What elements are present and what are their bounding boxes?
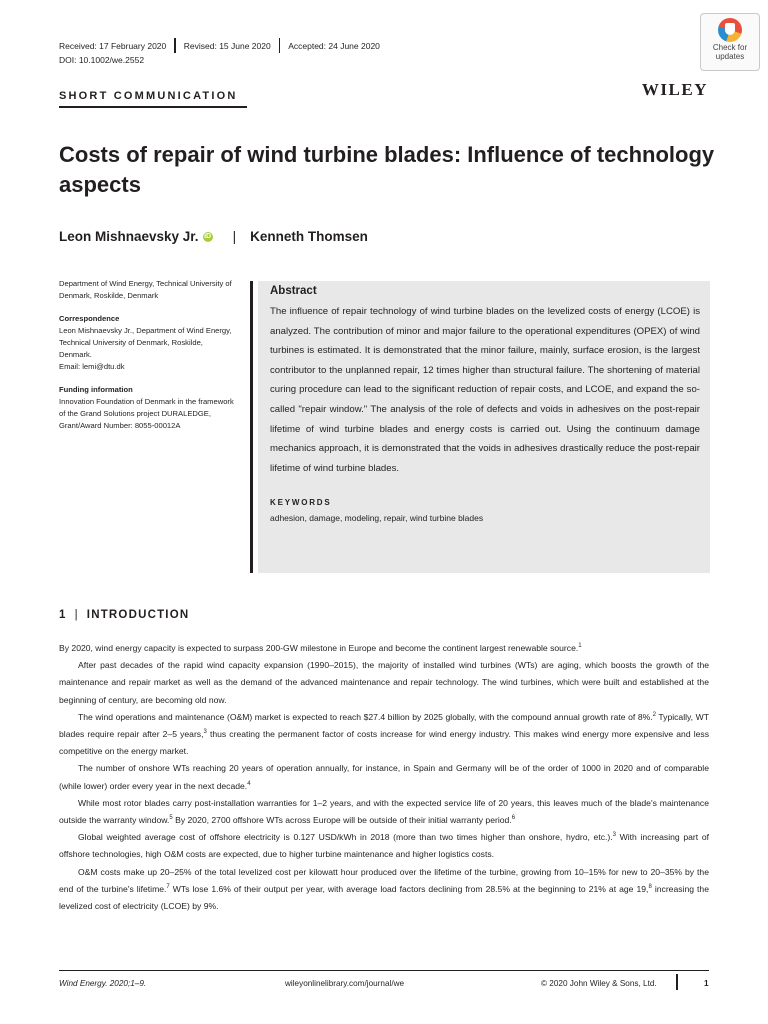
citation-ref[interactable]: 3	[612, 832, 616, 839]
doi[interactable]: DOI: 10.1002/we.2552	[59, 55, 145, 65]
funding-text: Innovation Foundation of Denmark in the framework of the Grand Solutions project DURALEDGE, Grant/Award Number: 8055-00012A	[59, 397, 234, 430]
footer-separator	[676, 974, 678, 990]
citation-ref[interactable]: 2	[652, 711, 656, 718]
article-dates	[59, 38, 380, 53]
accepted-date: Accepted: 24 June 2020	[288, 40, 380, 51]
footer-rule	[59, 970, 709, 971]
paragraph-text: WTs lose 1.6% of their output per year, with average load factors declining from 28.5% at the beginning to 21% at age 19,	[169, 883, 649, 894]
citation-ref[interactable]: 6	[511, 815, 516, 822]
article-type: SHORT COMMUNICATION	[59, 90, 238, 102]
publisher-logo: WILEY	[641, 80, 708, 99]
check-for-updates-button[interactable]	[700, 13, 760, 71]
page-number: 1	[704, 979, 709, 988]
footer-url[interactable]: wileyonlinelibrary.com/journal/we	[285, 979, 405, 988]
citation-ref[interactable]: 8	[648, 883, 652, 890]
body-text	[59, 640, 709, 915]
article-type-rule	[59, 106, 247, 108]
check-label-line1: Check for	[712, 43, 748, 52]
paragraph-text: The number of onshore WTs reaching 20 years of operation annually, for instance, in Spain and Germany will be of the order of 1000 in 2020 and of comparable (while lower) order every year in the next decade.	[59, 763, 709, 791]
abstract-box	[258, 281, 710, 573]
author-line	[59, 229, 368, 244]
paragraph-text: After past decades of the rapid wind capacity expansion (1990–2015), the majority of installed wind turbines (WTs) are aging, which boosts the growth of the maintenance and repair market as well as the demand of the advanced maintenance and repair technology. The wind turbines, which were built and established at the beginning of century, are becoming old now.	[59, 660, 709, 705]
crossmark-icon	[718, 18, 742, 42]
body-paragraph	[59, 760, 709, 794]
paragraph-text: increasing the levelized cost of electricity (LCOE) by 9%.	[59, 883, 709, 912]
body-paragraph	[59, 640, 709, 657]
orcid-icon[interactable]: iD	[204, 232, 212, 240]
paragraph-text: By 2020, 2700 offshore WTs across Europe will be outside of their initial warranty period.	[172, 815, 512, 826]
keywords-heading: KEYWORDS	[270, 498, 332, 508]
body-paragraph	[59, 864, 709, 916]
paragraph-text: The wind operations and maintenance (O&M) market is expected to reach $27.4 billion by 2025 globally, with the compound annual growth rate of 8%.	[78, 711, 653, 722]
body-paragraph	[59, 709, 709, 761]
footer-copyright: © 2020 John Wiley & Sons, Ltd.	[541, 979, 657, 988]
received-date: Received: 17 February 2020	[59, 40, 167, 51]
citation-ref[interactable]: 4	[247, 780, 251, 787]
paragraph-text: With increasing part of offshore technologies, high O&M costs are expected, due to higher turbine maintenance and higher logistics costs.	[59, 832, 709, 860]
section-separator: |	[74, 609, 79, 621]
date-separator	[174, 38, 176, 53]
paragraph-text: Typically, WT blades require repair after 2–5 years,	[59, 711, 709, 740]
email[interactable]: Email: lemi@dtu.dk	[59, 362, 125, 371]
paragraph-text: thus creating the permanent factor of costs increase for wind energy industry. This makes wind energy more expensive and less competitive on the energy market.	[59, 729, 710, 757]
correspondence-heading: Correspondence	[59, 314, 120, 323]
body-paragraph	[59, 657, 709, 709]
paragraph-text: O&M costs make up 20–25% of the total levelized cost per kilowatt hour produced over the lifetime of the turbine, growing from 10–15% for new to 20–35% by the end of the turbine's lifetime.	[59, 866, 709, 894]
body-paragraph	[59, 795, 709, 829]
abstract-bar	[250, 281, 253, 573]
paragraph-text: By 2020, wind energy capacity is expected to surpass 200-GW milestone in Europe and become the continent largest renewable source.	[59, 643, 579, 653]
citation-ref[interactable]: 7	[166, 883, 170, 890]
section-heading	[59, 609, 189, 621]
citation-ref[interactable]: 3	[203, 729, 207, 736]
section-number: 1	[59, 609, 67, 621]
check-label-line2: updates	[715, 52, 745, 61]
abstract-heading: Abstract	[270, 285, 317, 297]
section-title: INTRODUCTION	[86, 609, 190, 621]
author-separator: |	[232, 229, 237, 244]
author-thomsen[interactable]: Kenneth Thomsen	[250, 229, 368, 244]
author-mishnaevsky[interactable]: Leon Mishnaevsky Jr.	[59, 229, 199, 244]
abstract-text: The influence of repair technology of wind turbine blades on the levelized costs of energy (LCOE) is analyzed. The contribution of minor and major failure to the operational expenditures (OPEX) of wind turbines is estimated. It is demonstrated that the minor failure, mainly, surface erosion, is the largest contributor to the unplanned repair, 12 times higher than structural failure. The shortening of material curing procedure can lead to the significant reduction of repair costs, and LCOE, and expand the so-called "repair window." The analysis of the role of defects and voids in adhesives on the post-repair lifetime of wind turbine blades and energy costs is carried out. Using the continuum damage mechanics approach, it is demonstrated that the voids in adhesives drastically reduce the post-repair lifetime of wind turbine blades.	[270, 306, 700, 474]
article-title: Costs of repair of wind turbine blades: Influence of technology aspects	[59, 142, 715, 197]
citation-ref[interactable]: 5	[169, 815, 173, 822]
funding-heading: Funding information	[59, 385, 133, 394]
date-separator	[279, 38, 281, 53]
paragraph-text: Global weighted average cost of offshore electricity is 0.127 USD/kWh in 2018 (more than two times higher than onshore, hydro, etc.).	[78, 832, 613, 843]
footer-journal: Wind Energy. 2020;1–9.	[59, 979, 147, 988]
citation-ref[interactable]: 1	[578, 643, 582, 649]
keywords: adhesion, damage, modeling, repair, wind turbine blades	[270, 513, 484, 524]
department: Department of Wind Energy, Technical University of Denmark, Roskilde, Denmark	[59, 279, 232, 300]
correspondence-text: Leon Mishnaevsky Jr., Department of Wind Energy, Technical University of Denmark, Roskilde, Denmark.	[59, 326, 232, 359]
affiliation-column	[59, 278, 234, 443]
body-paragraph	[59, 829, 709, 863]
paragraph-text: While most rotor blades carry post-installation warranties for 1–2 years, and with the expected service life of 20 years, this leaves much of the blade's maintenance outside the warranty window.	[59, 797, 709, 826]
revised-date: Revised: 15 June 2020	[183, 40, 271, 51]
